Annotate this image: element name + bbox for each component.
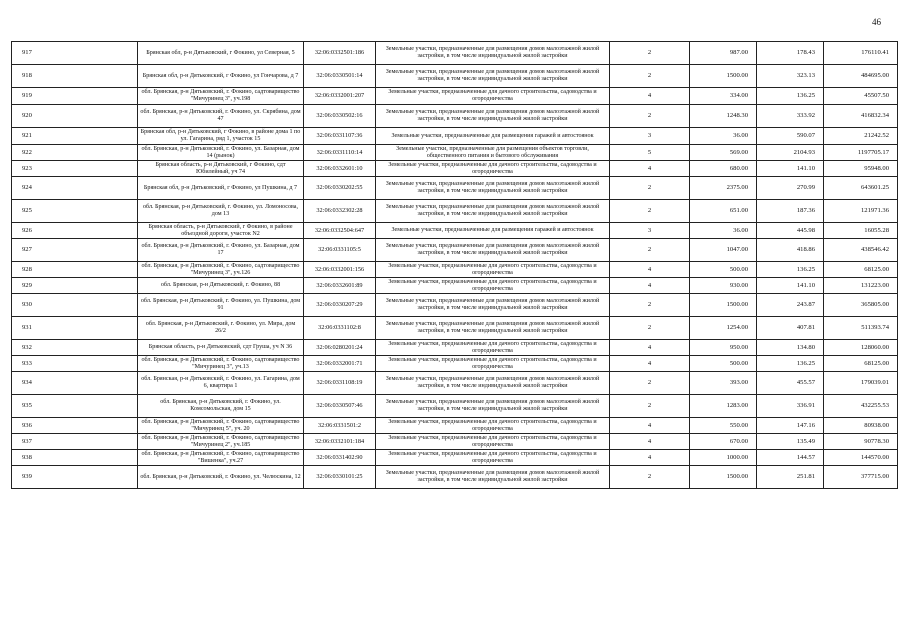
group-number-cell: 2: [610, 200, 690, 223]
address-cell: обл. Брянская, р-н Дятьковский, г. Фокино, садтоварищество "Мичуринец 5", уч. 20: [138, 418, 304, 434]
cadastral-number-cell: 32:06:0330502:16: [304, 105, 376, 128]
row-number-cell: 936: [12, 418, 138, 434]
cadastral-number-cell: 32:06:0330507:46: [304, 395, 376, 418]
cadastral-number-cell: 32:06:0332001:207: [304, 88, 376, 105]
cadastral-value-cell: 176110.41: [824, 42, 898, 65]
area-cell: 1500.00: [690, 294, 757, 317]
row-number-cell: 929: [12, 278, 138, 294]
row-number-cell: 921: [12, 128, 138, 145]
specific-value-cell: 590.07: [757, 128, 824, 145]
cadastral-number-cell: 32:06:0332101:184: [304, 434, 376, 450]
row-number-cell: 933: [12, 356, 138, 372]
area-cell: 500.00: [690, 262, 757, 278]
table-row: [12, 223, 898, 239]
group-number-cell: 3: [610, 128, 690, 145]
land-use-cell: Земельные участки, предназначенные для размещения домов малоэтажной жилой застройки, в том числе индивидуальной жилой застройки: [376, 65, 610, 88]
group-number-cell: 2: [610, 466, 690, 489]
specific-value-cell: 141.10: [757, 161, 824, 177]
group-number-cell: 4: [610, 88, 690, 105]
cadastral-value-cell: 1197705.17: [824, 145, 898, 161]
address-cell: обл. Брянская, р-н Дятьковский, г. Фокино, ул. Комсомольская, дом 15: [138, 395, 304, 418]
area-cell: 1500.00: [690, 466, 757, 489]
cadastral-number-cell: 32:06:0332501:186: [304, 42, 376, 65]
cadastral-value-cell: 484695.00: [824, 65, 898, 88]
address-cell: обл. Брянская, р-н Дятьковский, г. Фокино, садтоварищество "Мичуринец 3", уч.13: [138, 356, 304, 372]
address-cell: обл. Брянская, р-н Дятьковский, г. Фокино, садтоварищество "Мичуринец 3", уч.198: [138, 88, 304, 105]
specific-value-cell: 270.99: [757, 177, 824, 200]
land-use-cell: Земельные участки, предназначенные для размещения домов малоэтажной жилой застройки, в том числе индивидуальной жилой застройки: [376, 105, 610, 128]
area-cell: 334.00: [690, 88, 757, 105]
cadastral-value-cell: 438546.42: [824, 239, 898, 262]
cadastral-value-cell: 144570.00: [824, 450, 898, 466]
table-row: [12, 88, 898, 105]
group-number-cell: 4: [610, 262, 690, 278]
address-cell: обл. Брянская, р-н Дятьковский, г. Фокино, ул. Мира, дом 26/2: [138, 317, 304, 340]
group-number-cell: 4: [610, 434, 690, 450]
cadastral-number-cell: 32:06:0332504:647: [304, 223, 376, 239]
area-cell: 987.00: [690, 42, 757, 65]
row-number-cell: 926: [12, 223, 138, 239]
table-row: [12, 372, 898, 395]
row-number-cell: 920: [12, 105, 138, 128]
land-use-cell: Земельные участки, предназначенные для дачного строительства, садоводства и огородничества: [376, 278, 610, 294]
group-number-cell: 5: [610, 145, 690, 161]
address-cell: обл. Брянская, р-н Дятьковский, г. Фокино, ул. Челюскина, 12: [138, 466, 304, 489]
table-row: [12, 466, 898, 489]
row-number-cell: 917: [12, 42, 138, 65]
land-use-cell: Земельные участки, предназначенные для дачного строительства, садоводства и огородничества: [376, 88, 610, 105]
cadastral-number-cell: 32:06:0332001:71: [304, 356, 376, 372]
group-number-cell: 4: [610, 340, 690, 356]
cadastral-value-cell: 131223.00: [824, 278, 898, 294]
table-row: [12, 317, 898, 340]
row-number-cell: 935: [12, 395, 138, 418]
area-cell: 1047.00: [690, 239, 757, 262]
page-number: 46: [872, 17, 881, 27]
cadastral-value-cell: 45507.50: [824, 88, 898, 105]
group-number-cell: 2: [610, 317, 690, 340]
group-number-cell: 4: [610, 161, 690, 177]
group-number-cell: 2: [610, 105, 690, 128]
area-cell: 2375.00: [690, 177, 757, 200]
land-use-cell: Земельные участки, предназначенные для размещения гаражей и автостоянок: [376, 223, 610, 239]
specific-value-cell: 134.80: [757, 340, 824, 356]
specific-value-cell: 243.87: [757, 294, 824, 317]
specific-value-cell: 136.25: [757, 88, 824, 105]
table-row: [12, 262, 898, 278]
area-cell: 1000.00: [690, 450, 757, 466]
cadastral-number-cell: 32:06:0330202:55: [304, 177, 376, 200]
area-cell: 950.00: [690, 340, 757, 356]
cadastral-number-cell: 32:06:0332001:156: [304, 262, 376, 278]
specific-value-cell: 2104.93: [757, 145, 824, 161]
land-use-cell: Земельные участки, предназначенные для размещения домов малоэтажной жилой застройки, в том числе индивидуальной жилой застройки: [376, 395, 610, 418]
address-cell: Брянская область, р-н Дятьковский, г Фокино, сдт Юбилейный, уч 74: [138, 161, 304, 177]
table-row: [12, 450, 898, 466]
cadastral-value-cell: 21242.52: [824, 128, 898, 145]
group-number-cell: 2: [610, 42, 690, 65]
specific-value-cell: 178.43: [757, 42, 824, 65]
specific-value-cell: 251.81: [757, 466, 824, 489]
cadastral-value-cell: 416832.34: [824, 105, 898, 128]
specific-value-cell: 136.25: [757, 356, 824, 372]
table-row: [12, 278, 898, 294]
cadastral-number-cell: 32:06:0330207:29: [304, 294, 376, 317]
row-number-cell: 932: [12, 340, 138, 356]
land-use-cell: Земельные участки, предназначенные для дачного строительства, садоводства и огородничества: [376, 161, 610, 177]
row-number-cell: 937: [12, 434, 138, 450]
area-cell: 500.00: [690, 356, 757, 372]
cadastral-value-cell: 68125.00: [824, 356, 898, 372]
area-cell: 651.00: [690, 200, 757, 223]
land-use-cell: Земельные участки, предназначенные для размещения домов малоэтажной жилой застройки, в том числе индивидуальной жилой застройки: [376, 372, 610, 395]
table-row: [12, 340, 898, 356]
area-cell: 393.00: [690, 372, 757, 395]
cadastral-value-cell: 643601.25: [824, 177, 898, 200]
address-cell: обл. Брянская, р-н Дятьковский, г. Фокино, ул. Ломоносова, дом 13: [138, 200, 304, 223]
land-use-cell: Земельные участки, предназначенные для размещения домов малоэтажной жилой застройки, в том числе индивидуальной жилой застройки: [376, 200, 610, 223]
row-number-cell: 924: [12, 177, 138, 200]
specific-value-cell: 407.81: [757, 317, 824, 340]
address-cell: Брянская обл, р-н Дятьковский, г Фокино, ул Пушкина, д 7: [138, 177, 304, 200]
address-cell: обл. Брянская, р-н Дятьковский, г. Фокино, садтоварищество "Мичуринец 2", уч.185: [138, 434, 304, 450]
cadastral-value-table: [11, 41, 898, 489]
specific-value-cell: 141.10: [757, 278, 824, 294]
specific-value-cell: 147.16: [757, 418, 824, 434]
cadastral-number-cell: 32:06:0331102:8: [304, 317, 376, 340]
table-row: [12, 65, 898, 88]
table-row: [12, 239, 898, 262]
group-number-cell: 2: [610, 65, 690, 88]
specific-value-cell: 135.49: [757, 434, 824, 450]
land-use-cell: Земельные участки, предназначенные для размещения гаражей и автостоянок: [376, 128, 610, 145]
cadastral-value-cell: 179039.01: [824, 372, 898, 395]
address-cell: обл. Брянская, р-н Дятьковский, г. Фокино, садтоварищество "Вишенка", уч.27: [138, 450, 304, 466]
row-number-cell: 925: [12, 200, 138, 223]
cadastral-number-cell: 32:06:0331402:90: [304, 450, 376, 466]
cadastral-number-cell: 32:06:0330101:25: [304, 466, 376, 489]
cadastral-number-cell: 32:06:0331107:36: [304, 128, 376, 145]
address-cell: обл. Брянская, р-н Дятьковский, г. Фокино, садтоварищество "Мичуринец 3", уч.126: [138, 262, 304, 278]
area-cell: 550.00: [690, 418, 757, 434]
land-use-cell: Земельные участки, предназначенные для размещения домов малоэтажной жилой застройки, в том числе индивидуальной жилой застройки: [376, 42, 610, 65]
address-cell: Брянская область, р-н Дятьковский, сдт Груша, уч N 36: [138, 340, 304, 356]
table-row: [12, 294, 898, 317]
cadastral-number-cell: 32:06:0330501:14: [304, 65, 376, 88]
cadastral-value-cell: 432255.53: [824, 395, 898, 418]
land-use-cell: Земельные участки, предназначенные для размещения домов малоэтажной жилой застройки, в том числе индивидуальной жилой застройки: [376, 177, 610, 200]
row-number-cell: 928: [12, 262, 138, 278]
cadastral-value-cell: 90778.30: [824, 434, 898, 450]
specific-value-cell: 323.13: [757, 65, 824, 88]
row-number-cell: 923: [12, 161, 138, 177]
specific-value-cell: 336.91: [757, 395, 824, 418]
area-cell: 670.00: [690, 434, 757, 450]
row-number-cell: 931: [12, 317, 138, 340]
land-use-cell: Земельные участки, предназначенные для дачного строительства, садоводства и огородничества: [376, 340, 610, 356]
cadastral-value-cell: 511393.74: [824, 317, 898, 340]
row-number-cell: 939: [12, 466, 138, 489]
row-number-cell: 934: [12, 372, 138, 395]
cadastral-number-cell: 32:06:0280201:24: [304, 340, 376, 356]
table-row: [12, 200, 898, 223]
specific-value-cell: 187.36: [757, 200, 824, 223]
area-cell: 1500.00: [690, 65, 757, 88]
group-number-cell: 4: [610, 418, 690, 434]
area-cell: 36.00: [690, 128, 757, 145]
row-number-cell: 927: [12, 239, 138, 262]
address-cell: Брянская обл, р-н Дятьковский, г Фокино, ул Гончарова, д 7: [138, 65, 304, 88]
address-cell: обл. Брянская, р-н Дятьковский, г. Фокино, 88: [138, 278, 304, 294]
cadastral-value-cell: 121971.36: [824, 200, 898, 223]
group-number-cell: 2: [610, 294, 690, 317]
cadastral-number-cell: 32:06:0331105:5: [304, 239, 376, 262]
table-row: [12, 356, 898, 372]
specific-value-cell: 445.98: [757, 223, 824, 239]
group-number-cell: 3: [610, 223, 690, 239]
address-cell: Брянская обл, р-н Дятьковский, г Фокино, ул Северная, 5: [138, 42, 304, 65]
land-use-cell: Земельные участки, предназначенные для размещения домов малоэтажной жилой застройки, в том числе индивидуальной жилой застройки: [376, 294, 610, 317]
cadastral-number-cell: 32:06:0332601:89: [304, 278, 376, 294]
cadastral-value-cell: 16055.28: [824, 223, 898, 239]
table-row: [12, 145, 898, 161]
address-cell: обл. Брянская, р-н Дятьковский, г. Фокино, ул. Базарная, дом 14 (рынок): [138, 145, 304, 161]
table-body: [12, 42, 898, 489]
cadastral-number-cell: 32:06:0332302:28: [304, 200, 376, 223]
address-cell: обл. Брянская, р-н Дятьковский, г. Фокино, ул. Скрябина, дом 47: [138, 105, 304, 128]
cadastral-value-cell: 128060.00: [824, 340, 898, 356]
address-cell: Брянская область, р-н Дятьковский, г Фокино, в районе объездной дороги, участок N2: [138, 223, 304, 239]
address-cell: Брянская обл, р-н Дятьковский, г Фокино, в районе дома 1 по ул. Гагарина, ряд 1, участок 15: [138, 128, 304, 145]
row-number-cell: 922: [12, 145, 138, 161]
specific-value-cell: 144.57: [757, 450, 824, 466]
land-use-cell: Земельные участки, предназначенные для размещения домов малоэтажной жилой застройки, в том числе индивидуальной жилой застройки: [376, 466, 610, 489]
cadastral-value-cell: 95948.00: [824, 161, 898, 177]
specific-value-cell: 455.57: [757, 372, 824, 395]
specific-value-cell: 418.86: [757, 239, 824, 262]
specific-value-cell: 333.92: [757, 105, 824, 128]
cadastral-value-cell: 68125.00: [824, 262, 898, 278]
group-number-cell: 2: [610, 372, 690, 395]
land-use-cell: Земельные участки, предназначенные для дачного строительства, садоводства и огородничества: [376, 356, 610, 372]
table-row: [12, 161, 898, 177]
address-cell: обл. Брянская, р-н Дятьковский, г. Фокино, ул. Гагарина, дом 6, квартира 1: [138, 372, 304, 395]
land-use-cell: Земельные участки, предназначенные для размещения домов малоэтажной жилой застройки, в том числе индивидуальной жилой застройки: [376, 239, 610, 262]
group-number-cell: 2: [610, 395, 690, 418]
land-use-cell: Земельные участки, предназначенные для дачного строительства, садоводства и огородничества: [376, 418, 610, 434]
cadastral-value-cell: 80938.00: [824, 418, 898, 434]
area-cell: 930.00: [690, 278, 757, 294]
table-row: [12, 395, 898, 418]
group-number-cell: 2: [610, 239, 690, 262]
table-row: [12, 42, 898, 65]
specific-value-cell: 136.25: [757, 262, 824, 278]
area-cell: 569.00: [690, 145, 757, 161]
land-use-cell: Земельные участки, предназначенные для размещения объектов торговли, общественного питания и бытового обслуживания: [376, 145, 610, 161]
cadastral-number-cell: 32:06:0331108:19: [304, 372, 376, 395]
area-cell: 1248.30: [690, 105, 757, 128]
area-cell: 680.00: [690, 161, 757, 177]
land-use-cell: Земельные участки, предназначенные для дачного строительства, садоводства и огородничества: [376, 450, 610, 466]
row-number-cell: 918: [12, 65, 138, 88]
row-number-cell: 919: [12, 88, 138, 105]
address-cell: обл. Брянская, р-н Дятьковский, г. Фокино, ул. Пушкина, дом 91: [138, 294, 304, 317]
land-use-cell: Земельные участки, предназначенные для дачного строительства, садоводства и огородничества: [376, 434, 610, 450]
cadastral-number-cell: 32:06:0332601:10: [304, 161, 376, 177]
cadastral-value-cell: 365805.00: [824, 294, 898, 317]
row-number-cell: 930: [12, 294, 138, 317]
cadastral-number-cell: 32:06:0331501:2: [304, 418, 376, 434]
row-number-cell: 938: [12, 450, 138, 466]
area-cell: 1254.00: [690, 317, 757, 340]
group-number-cell: 4: [610, 356, 690, 372]
table-row: [12, 128, 898, 145]
area-cell: 36.00: [690, 223, 757, 239]
group-number-cell: 4: [610, 450, 690, 466]
area-cell: 1283.00: [690, 395, 757, 418]
table-row: [12, 418, 898, 434]
land-use-cell: Земельные участки, предназначенные для дачного строительства, садоводства и огородничества: [376, 262, 610, 278]
land-use-cell: Земельные участки, предназначенные для размещения домов малоэтажной жилой застройки, в том числе индивидуальной жилой застройки: [376, 317, 610, 340]
address-cell: обл. Брянская, р-н Дятьковский, г. Фокино, ул. Базарная, дом 17: [138, 239, 304, 262]
group-number-cell: 4: [610, 278, 690, 294]
table-row: [12, 434, 898, 450]
group-number-cell: 2: [610, 177, 690, 200]
cadastral-value-cell: 377715.00: [824, 466, 898, 489]
cadastral-number-cell: 32:06:0331110:14: [304, 145, 376, 161]
table-row: [12, 177, 898, 200]
table-row: [12, 105, 898, 128]
